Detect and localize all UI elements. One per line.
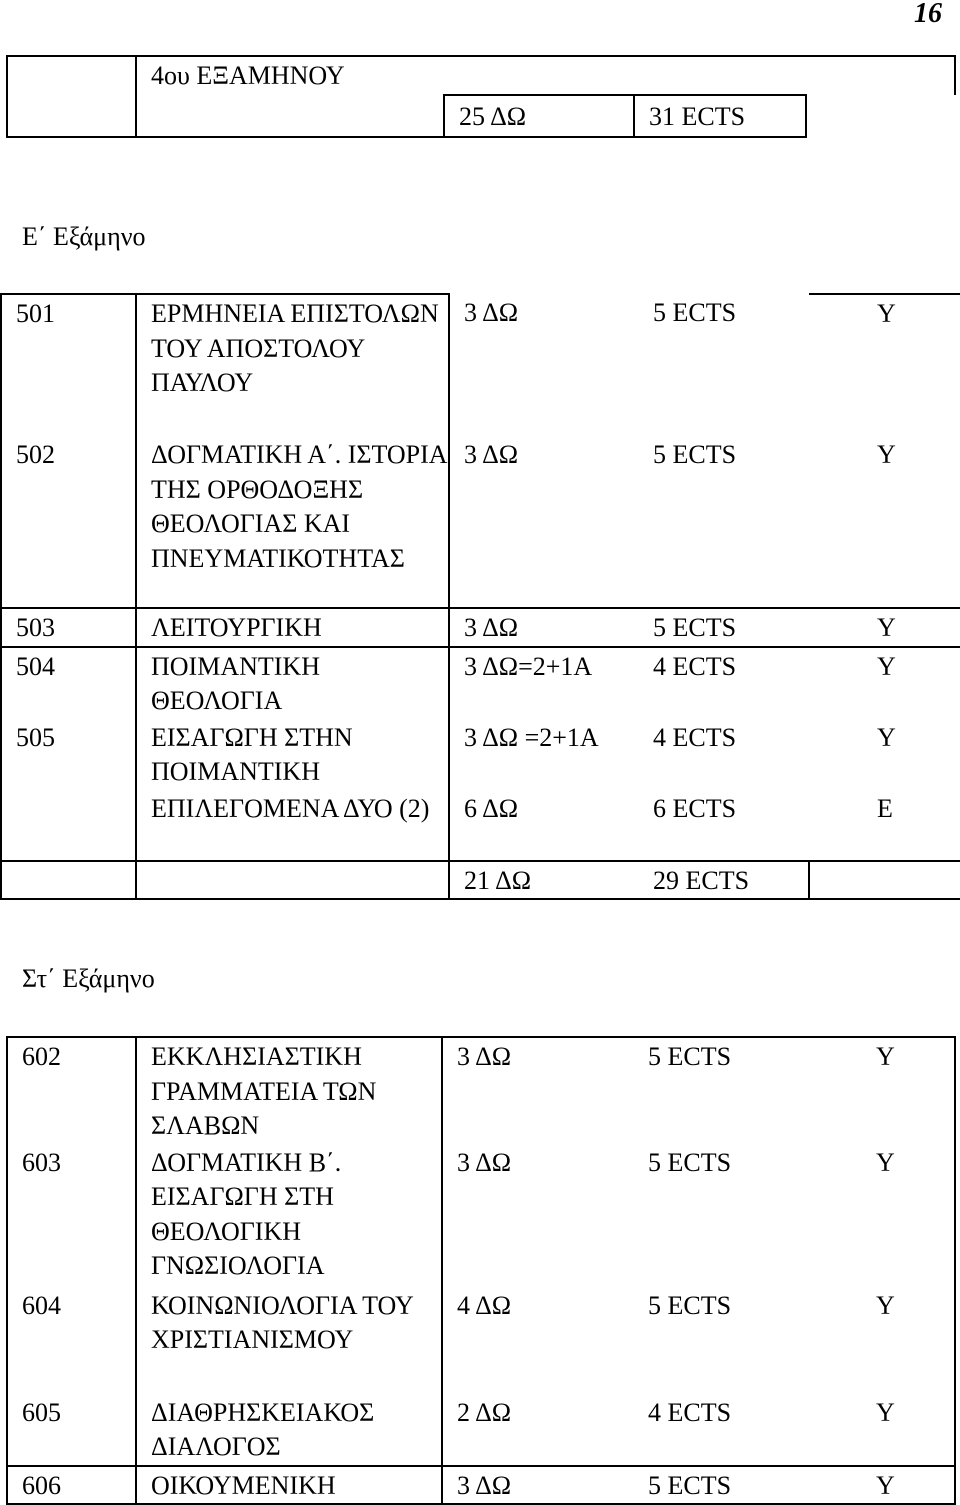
semester6-heading: Στ΄ Εξάμηνο (22, 964, 155, 993)
course-title: ΔΙΑΘΡΗΣΚΕΙΑΚΟΣ ΔΙΑΛΟΓΟΣ (136, 1394, 442, 1466)
course-hours: 6 ΔΩ (449, 790, 639, 861)
course-ects: 5 ECTS (653, 298, 737, 327)
course-hours: 3 ΔΩ (449, 294, 639, 436)
totals-row (1, 861, 960, 900)
course-code: 606 (7, 1466, 136, 1505)
course-ects: 6 ECTS (653, 793, 737, 823)
totals-empty-cell (1, 861, 136, 900)
course-hours: 3 ΔΩ (457, 1147, 512, 1177)
table-row (1, 719, 960, 790)
course-ects: 5 ECTS (648, 1147, 732, 1177)
course-type: Υ (809, 294, 960, 436)
course-ects: 4 ECTS (634, 1394, 804, 1466)
course-hours: 2 ΔΩ (442, 1394, 634, 1466)
table-row (1, 790, 960, 861)
course-type: Υ (809, 608, 960, 647)
course-hours: 3 ΔΩ (442, 1037, 634, 1144)
semester5-table (0, 293, 960, 900)
course-title: ΕΡΜΗΝΕΙΑ ΕΠΙΣΤΟΛΩΝ ΤΟΥ ΑΠΟΣΤΟΛΟΥ ΠΑΥΛΟΥ (136, 294, 449, 436)
course-code: 602 (7, 1037, 136, 1144)
s4-empty-cell-4 (806, 95, 955, 137)
course-hours: 3 ΔΩ=2+1Α (464, 651, 593, 681)
course-type: Υ (804, 1466, 955, 1505)
course-hours: 3 ΔΩ =2+1Α (464, 722, 599, 752)
table-row (7, 1287, 955, 1394)
course-type: Υ (809, 719, 960, 790)
course-ects: 5 ECTS (634, 1466, 804, 1505)
course-ects: 4 ECTS (653, 722, 737, 752)
course-title: ΕΙΣΑΓΩΓΗ ΣΤΗΝ ΠΟΙΜΑΝΤΙΚΗ (136, 719, 449, 790)
table-row (7, 1144, 955, 1287)
course-type: Υ (804, 1144, 955, 1287)
course-code: 501 (1, 294, 136, 436)
totals-empty-cell-2 (136, 861, 449, 900)
course-type: Υ (804, 1394, 955, 1466)
total-hours: 21 ΔΩ (449, 861, 639, 900)
course-type: Υ (809, 436, 960, 608)
course-code: 502 (1, 436, 136, 608)
course-code: 603 (7, 1144, 136, 1287)
course-hours: 3 ΔΩ (449, 436, 639, 608)
course-title: ΟΙΚΟΥΜΕΝΙΚΗ (136, 1466, 442, 1505)
s4-empty-cell-2 (7, 95, 136, 137)
page-number: 16 (914, 0, 942, 29)
course-ects: 4 ECTS (653, 651, 737, 681)
s4-ects: 31 ECTS (634, 95, 806, 137)
course-hours: 3 ΔΩ (442, 1466, 634, 1505)
s4-title (136, 56, 955, 95)
course-code: 605 (7, 1394, 136, 1466)
s4-title-text: 4ου ΕΞΑΜΗΝΟΥ (151, 61, 345, 90)
course-code: 504 (1, 647, 136, 719)
course-hours: 4 ΔΩ (457, 1290, 512, 1320)
course-ects: 5 ECTS (653, 440, 737, 469)
course-ects: 5 ECTS (639, 608, 809, 647)
course-code: 505 (1, 719, 136, 790)
table-row (7, 1466, 955, 1505)
table-row (1, 608, 960, 647)
table-row (1, 436, 960, 608)
course-type: Υ (804, 1037, 955, 1144)
course-type: Υ (809, 647, 960, 719)
table-row (1, 647, 960, 719)
table-row (7, 1394, 955, 1466)
course-code (1, 790, 136, 861)
course-ects: 5 ECTS (648, 1290, 732, 1320)
totals-empty-cell-3 (809, 861, 960, 900)
course-type: Ε (809, 790, 960, 861)
course-type: Υ (804, 1287, 955, 1394)
total-ects: 29 ECTS (639, 861, 809, 900)
course-ects: 5 ECTS (634, 1037, 804, 1144)
course-hours: 3 ΔΩ (449, 608, 639, 647)
s4-empty-cell-3 (136, 95, 444, 137)
course-title: ΔΟΓΜΑΤΙΚΗ Α΄. ΙΣΤΟΡΙΑ ΤΗΣ ΟΡΘΟΔΟΞΗΣ ΘΕΟΛΟΓΙΑΣ ΚΑΙ ΠΝΕΥΜΑΤΙΚΟΤΗΤΑΣ (136, 436, 449, 608)
semester4-summary-table (6, 55, 956, 138)
semester6-table (6, 1036, 956, 1505)
table-row (7, 1037, 955, 1144)
course-title: ΕΚΚΛΗΣΙΑΣΤΙΚΗ ΓΡΑΜΜΑΤΕΙΑ ΤΩΝ ΣΛΑΒΩΝ (136, 1037, 442, 1144)
s4-hours: 25 ΔΩ (444, 95, 634, 137)
course-title: ΠΟΙΜΑΝΤΙΚΗ ΘΕΟΛΟΓΙΑ (136, 647, 449, 719)
course-title: ΚΟΙΝΩΝΙΟΛΟΓΙΑ ΤΟΥ ΧΡΙΣΤΙΑΝΙΣΜΟΥ (136, 1287, 442, 1394)
s4-empty-cell (7, 56, 136, 95)
course-code: 503 (1, 608, 136, 647)
course-code: 604 (7, 1287, 136, 1394)
course-title: ΕΠΙΛΕΓΟΜΕΝΑ ΔΥΟ (2) (136, 790, 449, 861)
course-title: ΔΟΓΜΑΤΙΚΗ Β΄. ΕΙΣΑΓΩΓΗ ΣΤΗ ΘΕΟΛΟΓΙΚΗ ΓΝΩΣΙΟΛΟΓΙΑ (136, 1144, 442, 1287)
semester5-heading: Ε΄ Εξάμηνο (22, 222, 146, 251)
course-title: ΛΕΙΤΟΥΡΓΙΚΗ (136, 608, 449, 647)
table-row (1, 294, 960, 436)
